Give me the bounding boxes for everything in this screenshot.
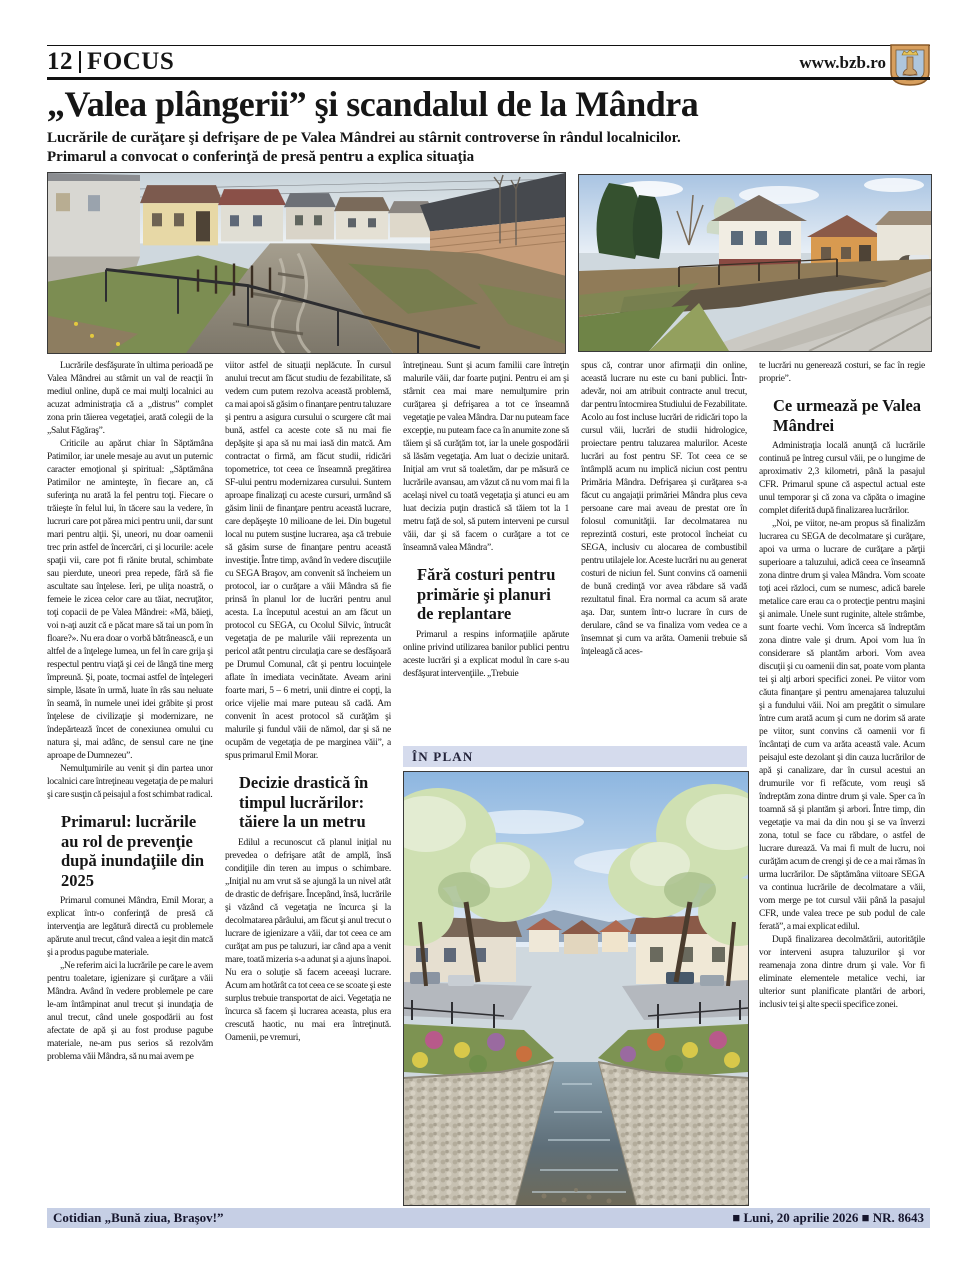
- paragraph: Lucrările desfăşurate în ultima perioadă pe Valea Mândrei au stârnit un val de reacţii în mediul online, după ce mai mulţi localnici au acuzat administraţia că a „distrus” complet zona prin tăierea vegetaţiei, arată colegii de la „Salut Făgăraş”.: [47, 361, 213, 436]
- deck-line-2: Primarul a convocat o conferinţă de presă pentru a explica situaţia: [47, 149, 475, 165]
- website-link[interactable]: www.bzb.ro: [799, 53, 886, 72]
- page-footer: [47, 1208, 930, 1228]
- paragraph: spus că, contrar unor afirmaţii din online, această lucrare nu este cu bani publici. Într-adevăr, noi am atribuit contracte anul trecut, dar pentru întocmirea Studiului de Fezabilitate. Acolo au fost incluse lucrări de ridicări topo la cursul văii, lucrări de studii hidrologice, proiectare pentru taluzarea malurilor. Aceste lucrări au fost pentru SF. Tot ceea ce se întâmplă acum nu implică niciun cost pentru Primăria Mândra. Defrişarea şi curăţarea s-a făcut cu angajaţii primăriei Mândra plus ceva persoane care mai aveau de prestat ore în folosul comunităţii. Iar decolmatarea nu reprezintă costuri, este protocol încheiat cu SEGA, inclusiv cu alocarea de combustibil pentru utilajele lor. Aceste lucrări nu au generat costuri de niciun fel. Sunt convins că oamenii de bună credinţă vor avea răbdare să vadă rezultatul final. Era normal ca acum să arate aşa. Dar, suntem într-o lucrare în curs de derulare, când se va finaliza vom vedea ce a însemnat şi cum va arăta. Oamenii trebuie să înţeleagă că aces-: [581, 361, 747, 657]
- paragraph: „Noi, pe viitor, ne-am propus să finalizăm lucrarea cu SEGA de decolmatare şi curăţare, apoi va urma o lucrare de curăţare a părţii superioare a taluzului, adică ceea ce înseamnă zona dintre drum şi valea Mândra. Vom scoate toţi acei răzloci, cum se numesc, adică barele metalice care erau ca o protecţie pentru maşini şi animale. Unele sunt ruginite, altele strâmbe, sunt foarte vechi. Vom încerca să îndreptăm zona dintre vale şi drum. Apoi vom lua în considerare să plantăm arbori. Vom avea discuţii şi cu oamenii din sat, poate vom planta tei şi alţi arbori specifici zonei. Pe viitor vom căuta finanţare şi pentru amenajarea taluzului şi a fundului văii. Noi am pregătit o simulare între cum arată acum şi cum ne dorim să arate pe viitor, sunt convins că oamenii vor fi încântaţi de cum va arăta această vale. Acum peisajul este dezolant şi din cauza lucrărilor de apă şi canalizare, dar în cursul acestui an drumurile vor fi refăcute, vom reuşi să îndreptăm zona dintre drum şi vale. Sper ca în toamnă să şi plantăm şi arbori. Între timp, din vegetaţie va mai da din nou şi se va înverzi zona, totul se face cu răbdare, o astfel de lucrare durează. Va mai fi mult de lucru, noi curăţăm acum de crengi şi de ce a mai rămas în urma lucrărilor. De săptămâna viitoare SEGA va continua lucrările de decolmatare a văii, vom merge pe tot cursul văii până la pasajul CFR, unde valea trece pe sub podul de cale ferată”, a mai explicat edilul.: [759, 519, 925, 932]
- paragraph: viitor astfel de situaţii neplăcute. În cursul anului trecut am făcut studiu de fezabilitate, să vedem cum putem rezolva această problemă, ca mai apoi să găsim o finanţare pentru taluzare şi pentru a asigura cursului o scurgere cât mai bună, astfel ca aceste cote să nu mai fie depăşite şi apa să nu mai iasă din matcă. Am contractat o firmă, am făcut studii, ridicări topometrice, tot ceea ce înseamnă pregătirea SF-ului pentru modernizarea cursului. Suntem aproape finalizaţi cu aceste cursuri, urmând să găsim linii de finanţare pentru această lucrare, care depăşeşte 10 milioane de lei. Din bugetul local nu putem susţine lucrarea, aşa că trebuie să găsim surse de finanţare pentru această investiţie. Între timp, având în vedere discuţiile cu SEGA Braşov, am convenit să încheiem un protocol, iar o curăţare a văii Mândra să fie prinsă în planul lor de lucrări pentru anul acesta. La începutul acestui an am făcut un protocol cu SEGA, cu Ocolul Silvic, întrucât vegetaţia de pe malurile văii reprezenta un pericol atât pentru circulaţia care se desfăşoară pe Drumul Comunal, cât şi pentru locuinţele aflate în imediata vecinătate. Aveam arini foarte mari, 5 – 6 metri, unii dintre ei copţi, la orice vijelie mai mare puteau să cadă. Am convenit în acest protocol să curăţăm şi malurile şi fundul văii de nămol, dar şi să ne ocupăm de vegetaţia de pe marginea văii”, a spus primarul Emil Morar.: [225, 361, 391, 761]
- kicker-divider: [79, 51, 81, 73]
- in-plan-banner: [403, 746, 747, 767]
- top-rule: [47, 45, 930, 46]
- article-column-5: [759, 360, 925, 1205]
- paragraph: „Ne referim aici la lucrările pe care le avem pentru toaletare, igienizare şi curăţare a văii Mândra. Având în vedere problemele pe care le-am întâmpinat anul trecut şi inundaţia de anul trecut, când unele gospodării au fost afectate de apă şi au fost produse pagube materiale, ne-am pus serios să rezolvăm problema văii Mândra, să nu mai avem pe: [47, 961, 213, 1062]
- paragraph: Criticile au apărut chiar în Săptămâna Patimilor, iar unele mesaje au avut un puternic caracter emoţional şi spiritual: „Săptămâna Patimilor ne aminteşte, în fiecare an, că suferinţa nu arată la fel pentru toţi. Fiecare o trăieşte în felul lui, în tăcere sau la vedere, în lucruri care pot părea mici pentru unii, dar sunt mari pentru alţii. Şi, uneori, nu doar oamenii trec prin astfel de încercări, ci şi locurile: acele spaţii vii, care pot fi rănite brutal, schimbate sau pierdute, uneori prea repede, fără să fie ascultate sau înţelese. Ieri, pe uliţa noastră, o femeie le zicea celor care au tăiat, necruţător, toţi copacii de pe Valea Mândrei: «Mă, băieţi, voi n-aţi auzit că e păcat mare să tai un pom în floare?». Nu era doar o vorbă bătrânească, e un altfel de a înţelege lumea, un fel în care grija şi respectul pentru viaţă şi cei de lângă tine merg împreună. Şi, poate, tocmai astfel de înţelegeri simple, lăsate în urmă, luate în râs sau neluate în seamă, în numele unei idei grăbite şi prost înţelese de civilizaţie şi modernizare, ne îndepărtează încet de conexiunea omului cu natura şi, mai adânc, de sensul care ne ţine aproape de Dumnezeu”.: [47, 439, 213, 761]
- page-number: 12: [47, 48, 73, 75]
- article-column-1: [47, 360, 213, 1205]
- paragraph: întreţineau. Sunt şi acum familii care întreţin malurile văii, dar foarte puţini. Pentru ei am şi stârnit cea mai mare nemulţumire prin curăţarea şi defrişarea a tot ce înseamnă vegetaţie pe valea Mândra. Dar nu puteam face excepţie, nu puteam face ca în anumite zone să tăiem şi să curăţăm tot, iar la unele gospodării să lăsăm vegetaţia. Am luat o decizie unitară. Iniţial am vrut să toaletăm, dar pe măsură ce lucrările avansau, am văzut că nu vom mai fi la acelaşi nivel cu toată vegetaţia şi atunci eu am luat decizia puţin drastică să tăiem tot la 1 metru faţă de sol, să putem interveni pe cursul văii, dar şi să facem o curăţare a tot ce înseamnă valea Mândra”.: [403, 361, 569, 553]
- paragraph: Administraţia locală anunţă că lucrările continuă pe întreg cursul văii, pe o lungime de aproximativ 2,3 kilometri, până la pasajul CFR. Primarul spune că aspectul actual este unul temporar şi că zona va căpăta o imagine complet diferită după finalizarea lucrărilor.: [759, 441, 925, 516]
- paragraph: Nemulţumirile au venit şi din partea unor localnici care întreţineau vegetaţia de pe maluri şi care susţin că peisajul a fost schimbat radical.: [47, 764, 213, 800]
- deck-line-1: Lucrările de curăţare şi defrişare de pe Valea Mândrei au stârnit controverse în rândul localnicilor.: [47, 130, 681, 146]
- photo-plan-simulation: [403, 771, 749, 1206]
- photo-valley-current-left: [47, 172, 566, 354]
- photo-valley-current-right: [578, 174, 932, 352]
- article-column-2: [225, 360, 391, 1205]
- paragraph: te lucrări nu generează costuri, se fac în regie proprie”.: [759, 361, 925, 384]
- paragraph: Edilul a recunoscut că planul iniţial nu prevedea o defrişare atât de amplă, însă condiţiile din teren au impus o schimbare. „Iniţial nu am vrut să se ajungă la un nivel atât de drastic de defrişare. Începând, însă, lucrările şi văzând că vegetaţia ne încurca şi la decolmatarea pârâului, am făcut şi anul trecut o lucrare de igienizare a văii, dar tot ceea ce am curăţat am pus pe taluzuri, iar când apa a venit mare, toată mizeria s-a adunat şi a ajuns înapoi. Nu era o soluţie să facem aceeaşi lucrare. Acum am hotărât ca tot ceea ce se scoate şi este surplus trebuie transportat de aici. Vegetaţia ne încurca să facem şi lucrarea aceasta, plus era crescută haotic, nu mai era întreţinută. Oamenii, pe vremuri,: [225, 837, 391, 1043]
- subhead-next-steps: Ce urmează pe Valea Mândrei: [773, 396, 922, 435]
- paragraph: După finalizarea decolmătării, autorităţile vor interveni asupra taluzurilor şi vor reamenaja zona dintre drum şi vale. Vor fi eliminate elementele metalice vechi, iar ulterior sunt planificate plantări de arbori, inclusiv tei şi alte specii specifice zonei.: [759, 935, 925, 1010]
- paragraph: Primarul comunei Mândra, Emil Morar, a explicat într-o conferinţă de presă că intervenţia are legătură directă cu problemele apărute anul trecut, când valea a ieşit din matcă şi a produs pagube materiale.: [47, 896, 213, 958]
- footer-publication: Cotidian „Bună ziua, Braşov!”: [53, 1210, 224, 1225]
- section-kicker: [47, 48, 174, 76]
- in-plan-label: ÎN PLAN: [412, 748, 474, 764]
- article-column-4: [581, 360, 747, 744]
- article-column-3: [403, 360, 569, 744]
- header-rule: [47, 77, 930, 80]
- paragraph: Primarul a respins informaţiile apărute online privind utilizarea banilor publici pentru aceste lucrări şi a explicat modul în care s-au desfăşurat intervenţiile. „Trebuie: [403, 629, 569, 679]
- footer-date-issue: ■ Luni, 20 aprilie 2026 ■ NR. 8643: [732, 1210, 924, 1225]
- subhead-prevention: Primarul: lucrările au rol de prevenţie după inundaţiile din 2025: [61, 812, 205, 890]
- subhead-decision: Decizie drastică în timpul lucrărilor: tăiere la un metru: [239, 773, 369, 831]
- deck: [47, 129, 927, 167]
- section-label: FOCUS: [87, 48, 175, 75]
- headline: „Valea plângerii” şi scandalul de la Mândra: [47, 84, 699, 124]
- subhead-costs: Fără costuri pentru primărie şi planuri de replantare: [417, 565, 556, 623]
